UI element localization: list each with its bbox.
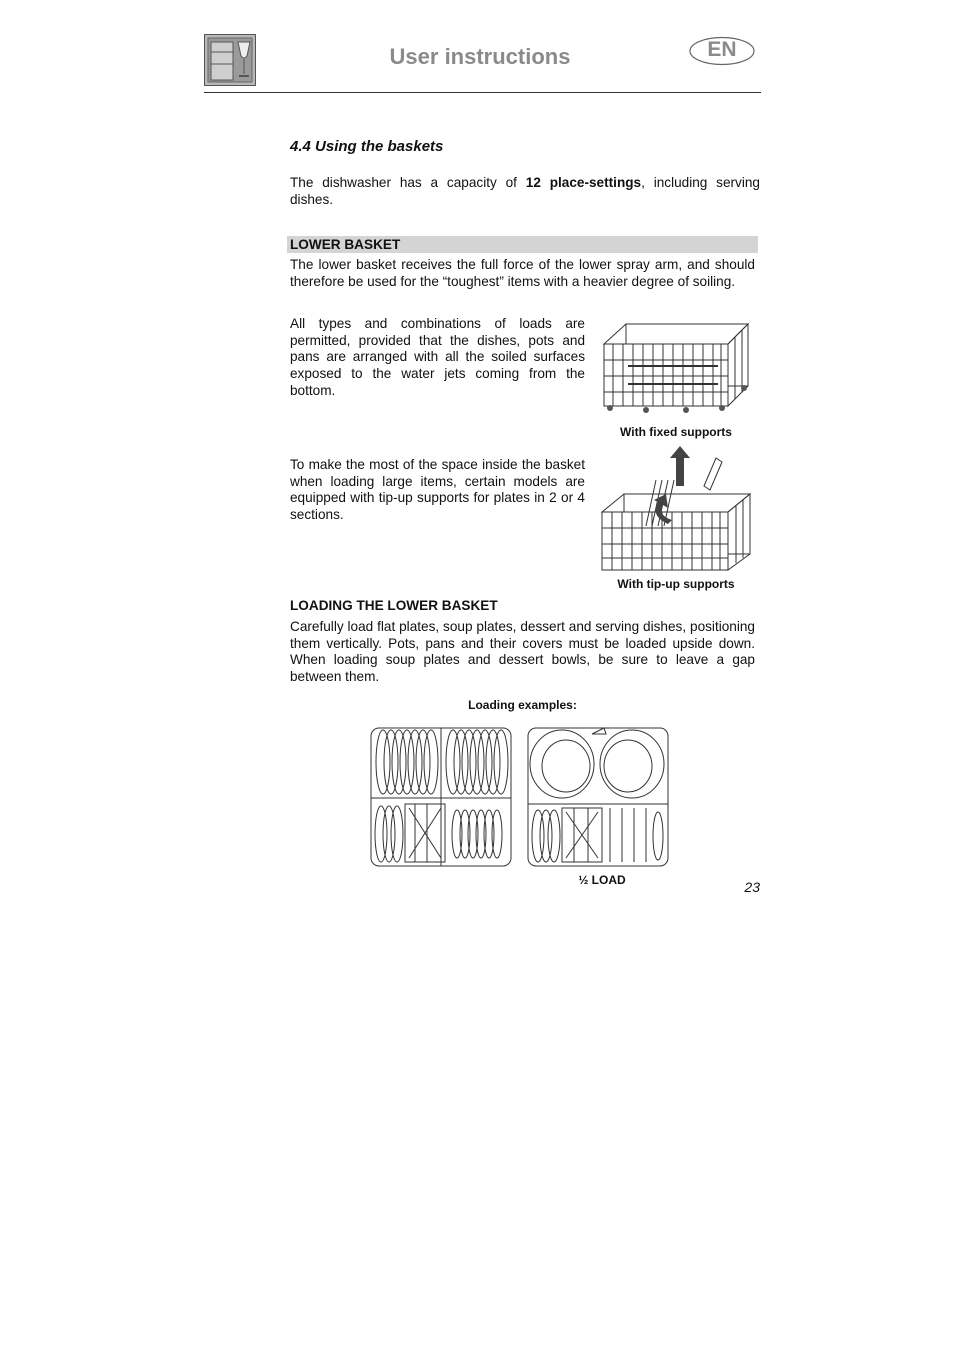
loading-paragraph: Carefully load flat plates, soup plates, dessert and serving dishes, positioning them vertically. Pots, pans and their covers must be loaded upside down. When loading soup plates and dessert bowls, be sure to leave a gap between them. [290, 619, 755, 685]
language-badge: EN [707, 38, 737, 61]
caption-tipup-supports: With tip-up supports [617, 577, 735, 591]
lower-basket-paragraph-2: All types and combinations of loads are permitted, provided that the dishes, pots and pans are arranged with all the soiled surfaces exposed to the water jets coming from the bottom. [290, 316, 585, 398]
lower-basket-heading: LOWER BASKET [290, 237, 401, 252]
basket-fixed-supports-illustration [598, 314, 754, 418]
loading-heading: LOADING THE LOWER BASKET [290, 598, 498, 613]
half-load-label: ½ LOAD [578, 873, 626, 887]
lower-basket-paragraph-3: To make the most of the space inside the basket when loading large items, certain models are equipped with tip-up supports for plates in 2 or 4 sections. [290, 457, 585, 523]
dishwasher-logo-icon [204, 34, 256, 86]
loading-example-half-load-illustration [526, 724, 671, 870]
lower-basket-paragraph-1: The lower basket receives the full force of the lower spray arm, and should therefore be used for the “toughest” items with a heavier degree of soiling. [290, 257, 755, 289]
intro-paragraph: The dishwasher has a capacity of 12 place-settings, including serving dishes. [290, 175, 760, 207]
basket-tipup-supports-illustration [596, 446, 756, 574]
section-heading: 4.4 Using the baskets [290, 138, 444, 155]
loading-example-plates-illustration [369, 724, 514, 870]
page-title: User instructions [389, 44, 571, 69]
page-number: 23 [744, 879, 760, 895]
header-divider [204, 92, 761, 93]
loading-examples-label: Loading examples: [468, 698, 577, 712]
caption-fixed-supports: With fixed supports [620, 425, 732, 439]
